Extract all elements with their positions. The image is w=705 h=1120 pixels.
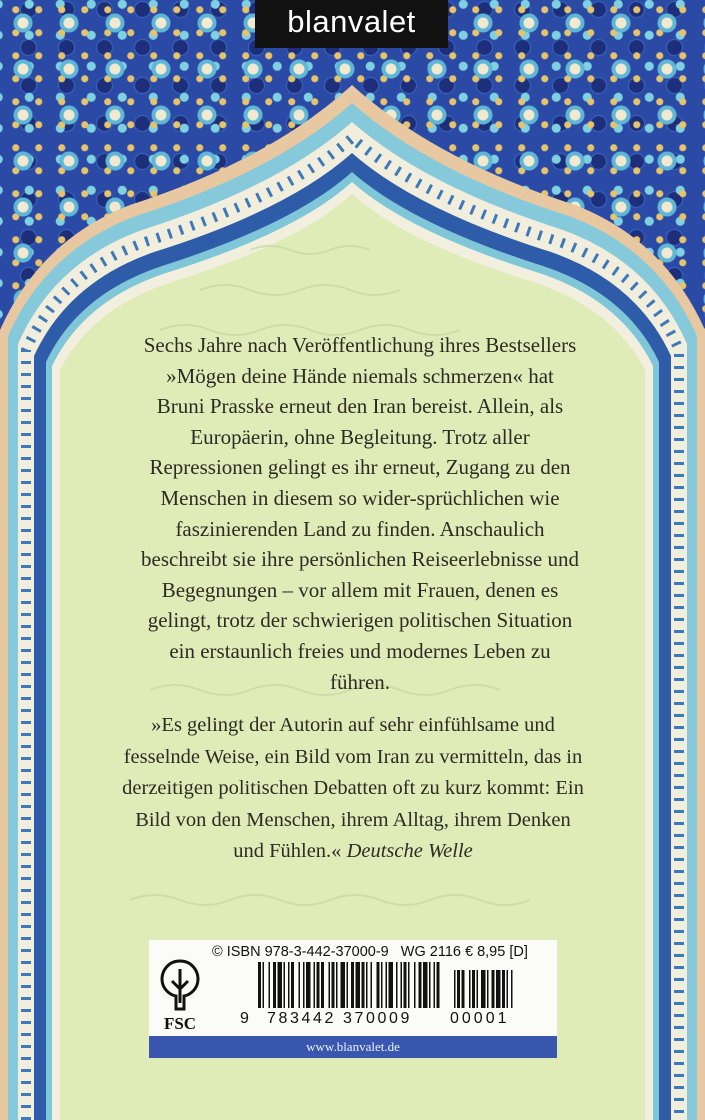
addon-barcode-bar bbox=[469, 970, 471, 1008]
barcode-bar bbox=[321, 962, 324, 1008]
addon-barcode-bar bbox=[487, 970, 489, 1008]
barcode-addon-digits: 00001 bbox=[450, 1010, 510, 1027]
addon-barcode-bar bbox=[511, 970, 513, 1008]
barcode-bar bbox=[269, 962, 271, 1008]
barcode-bar bbox=[381, 962, 383, 1008]
barcode-bar bbox=[329, 962, 331, 1008]
publisher-logo: blanvalet bbox=[255, 0, 448, 48]
barcode-bar bbox=[429, 962, 431, 1008]
barcode-bar bbox=[366, 962, 368, 1008]
price: € 8,95 [D] bbox=[465, 944, 528, 960]
barcode-prefix-digit: 9 bbox=[240, 1010, 249, 1027]
barcode-bar bbox=[389, 962, 394, 1008]
barcode-bar bbox=[332, 962, 335, 1008]
review-quote bbox=[118, 710, 588, 868]
barcode-bar bbox=[437, 962, 440, 1008]
barcode-bar bbox=[371, 962, 373, 1008]
fsc-tree-icon bbox=[152, 953, 208, 1033]
addon-barcode-bar bbox=[462, 970, 465, 1008]
barcode-bar bbox=[317, 962, 320, 1008]
addon-barcode-bar bbox=[502, 970, 505, 1008]
barcode-bar bbox=[404, 962, 407, 1008]
addon-barcode-bar bbox=[507, 970, 509, 1008]
barcode-bar bbox=[299, 962, 301, 1008]
isbn-number: ISBN 978-3-442-37000-9 bbox=[226, 944, 389, 960]
barcode-bar bbox=[423, 962, 428, 1008]
fsc-label: FSC bbox=[163, 1014, 197, 1033]
isbn-line bbox=[212, 944, 557, 960]
barcode-bar bbox=[278, 962, 283, 1008]
barcode-bar bbox=[408, 962, 410, 1008]
barcode-bar bbox=[291, 962, 294, 1008]
barcode-bar bbox=[258, 962, 261, 1008]
barcode-bar bbox=[303, 962, 305, 1008]
barcode-bar bbox=[284, 962, 286, 1008]
barcode-bar bbox=[419, 962, 422, 1008]
barcode-digits: 783442 370009 bbox=[267, 1010, 413, 1027]
barcode-bar bbox=[341, 962, 346, 1008]
addon-barcode-bar bbox=[481, 970, 486, 1008]
barcode-bar bbox=[434, 962, 436, 1008]
barcode-bar bbox=[401, 962, 403, 1008]
barcode-bar bbox=[314, 962, 316, 1008]
barcode-bar bbox=[414, 962, 416, 1008]
barcode-bar bbox=[356, 962, 361, 1008]
barcode-bar bbox=[347, 962, 349, 1008]
addon-barcode-bar bbox=[472, 970, 475, 1008]
barcode-bar bbox=[377, 962, 380, 1008]
wg-code: WG 2116 bbox=[400, 944, 461, 960]
barcode-bar bbox=[273, 962, 276, 1008]
barcode-bar bbox=[351, 962, 354, 1008]
barcode-bar bbox=[306, 962, 311, 1008]
barcode-bar bbox=[263, 962, 265, 1008]
copyright-symbol: © bbox=[212, 944, 223, 960]
barcode-bar bbox=[336, 962, 338, 1008]
addon-barcode-bar bbox=[496, 970, 501, 1008]
barcode-bar bbox=[362, 962, 365, 1008]
addon-barcode-bar bbox=[492, 970, 495, 1008]
blurb-text: Sechs Jahre nach Veröffentlichung ihres Bestsellers »Mögen deine Hände niemals schmerzen« hat Bruni Prasske erneut den Iran bereist. Allein, als Europäerin, ohne Begleitung. Trotz aller Repressionen gelingt es ihr erneut, Zugang zu den Menschen in diesem so wider-sprüchlichen wie faszinierenden Land zu finden. Anschaulich beschreibt sie ihre persönlichen Reiseerlebnisse und Begegnungen – vor allem mit Frauen, denen es gelingt, trotz der schwierigen politischen Situation ein erstaunlich freies und modernes Leben zu führen. bbox=[141, 333, 579, 694]
publisher-url: www.blanvalet.de bbox=[149, 1036, 557, 1058]
addon-barcode-bar bbox=[477, 970, 479, 1008]
review-source: Deutsche Welle bbox=[346, 840, 473, 862]
barcode-bar bbox=[396, 962, 398, 1008]
ean-barcode bbox=[258, 962, 518, 1012]
barcode-bar bbox=[386, 962, 388, 1008]
review-text: »Es gelingt der Autorin auf sehr einfühlsame und fesselnde Weise, ein Bild vom Iran zu vermitteln, das in derzeitigen politischen Debatten oft zu kurz kommt: Ein Bild von den Menschen, ihrem Alltag, ihrem Denken und Fühlen.« bbox=[122, 714, 584, 862]
barcode-bar bbox=[288, 962, 290, 1008]
addon-barcode-bar bbox=[454, 970, 456, 1008]
addon-barcode-bar bbox=[457, 970, 460, 1008]
